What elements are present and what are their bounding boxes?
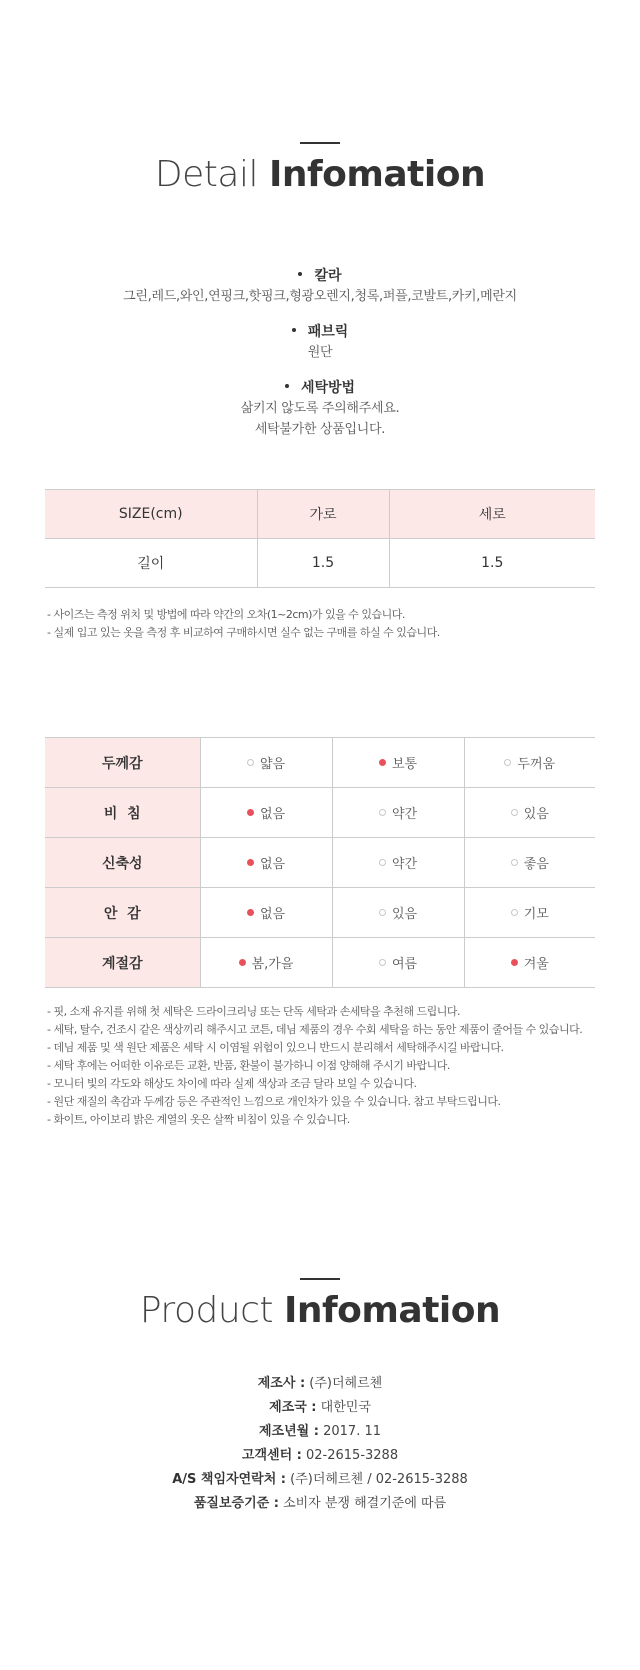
product-title [0,1290,640,1331]
list-item: 제조사 : (주)더헤르첸 [257,1376,383,1391]
unselected-dot-icon [504,759,511,766]
care-note: - 세탁, 탈수, 건조시 같은 색상끼리 해주시고 코튼, 데님 제품의 경우 수회 세탁을 하는 동안 제품이 줄어들 수 있습니다. [47,1023,583,1036]
feel-table [45,737,595,988]
stretch-label: 신축성 [45,838,200,888]
detail-title-bold: Infomation [268,154,486,195]
table-row [45,938,595,988]
bullet-icon [285,384,289,388]
size-height-value: 1.5 [389,539,595,588]
feel-option: 약간 [332,838,464,888]
unselected-dot-icon [511,909,518,916]
fabric-value: 원단 [307,345,333,360]
season-label: 계절감 [45,938,200,988]
size-notes [47,606,607,642]
table-row [45,838,595,888]
feel-option: 약간 [332,788,464,838]
color-section [0,266,640,307]
selected-dot-icon [247,859,254,866]
product-title-light: Product [139,1290,274,1331]
care-note: - 화이트, 아이보리 밝은 계열의 옷은 살짝 비침이 있을 수 있습니다. [47,1113,350,1126]
feel-option: 두꺼움 [464,738,595,788]
wash-line: 세탁불가한 상품입니다. [254,422,386,437]
unselected-dot-icon [379,809,386,816]
feel-option: 없음 [200,838,332,888]
detail-title-light: Detail [154,154,258,195]
product-title-bar [300,1278,340,1280]
feel-option: 봄,가을 [200,938,332,988]
care-note: - 데님 제품 및 색 원단 제품은 세탁 시 이염될 위험이 있으니 반드시 분리해서 세탁해주시길 바랍니다. [47,1041,504,1054]
size-width-value: 1.5 [257,539,389,588]
list-item: 제조년월 : 2017. 11 [259,1424,381,1439]
unselected-dot-icon [379,909,386,916]
selected-dot-icon [247,909,254,916]
wash-section [0,378,640,440]
list-item: A/S 책임자연락처 : (주)더헤르첸 / 02-2615-3288 [172,1472,468,1487]
table-row [45,788,595,838]
fabric-heading: 패브릭 [0,322,640,342]
selected-dot-icon [247,809,254,816]
selected-dot-icon [511,959,518,966]
color-values: 그린,레드,와인,연핑크,핫핑크,형광오렌지,청록,퍼플,코발트,카키,메란지 [123,289,517,304]
bullet-icon [292,328,296,332]
size-header: SIZE(cm) [45,490,257,539]
unselected-dot-icon [511,859,518,866]
list-item: 고객센터 : 02-2615-3288 [241,1448,399,1463]
unselected-dot-icon [247,759,254,766]
list-item: 제조국 : 대한민국 [269,1400,371,1415]
table-row [45,888,595,938]
sheerness-label: 비 침 [45,788,200,838]
care-note: - 핏, 소재 유지를 위해 첫 세탁은 드라이크리닝 또는 단독 세탁과 손세탁을 추천해 드립니다. [47,1005,460,1018]
fabric-section [0,322,640,363]
feel-option: 있음 [464,788,595,838]
feel-option: 있음 [332,888,464,938]
bullet-icon [298,272,302,276]
feel-option: 여름 [332,938,464,988]
care-notes [47,1003,607,1129]
width-header: 가로 [257,490,389,539]
care-note: - 세탁 후에는 어떠한 이유로든 교환, 반품, 환불이 불가하니 이점 양해해 주시기 바랍니다. [47,1059,450,1072]
list-item: 품질보증기준 : 소비자 분쟁 해결기준에 따름 [193,1496,447,1511]
feel-option: 좋음 [464,838,595,888]
size-row-label: 길이 [45,539,257,588]
feel-option: 보통 [332,738,464,788]
color-heading: 칼라 [0,266,640,286]
feel-option: 얇음 [200,738,332,788]
detail-title [0,154,640,195]
feel-option: 기모 [464,888,595,938]
selected-dot-icon [239,959,246,966]
detail-title-bar [300,142,340,144]
wash-line: 삶키지 않도록 주의해주세요. [240,401,400,416]
size-note: - 실제 입고 있는 옷을 측정 후 비교하여 구매하시면 실수 없는 구매를 하실 수 있습니다. [47,626,440,639]
table-row [45,738,595,788]
thickness-label: 두께감 [45,738,200,788]
selected-dot-icon [379,759,386,766]
feel-option: 겨울 [464,938,595,988]
table-row [45,539,595,588]
product-title-bold: Infomation [284,1290,501,1331]
product-info-list [0,1372,640,1516]
lining-label: 안 감 [45,888,200,938]
care-note: - 모니터 빛의 각도와 해상도 차이에 따라 실제 색상과 조금 달라 보일 수 있습니다. [47,1077,417,1090]
care-note: - 원단 재질의 촉감과 두께감 등은 주관적인 느낌으로 개인차가 있을 수 있습니다. 참고 부탁드립니다. [47,1095,501,1108]
size-table [45,489,595,588]
size-table-header-row [45,490,595,539]
unselected-dot-icon [379,959,386,966]
unselected-dot-icon [379,859,386,866]
feel-option: 없음 [200,888,332,938]
height-header: 세로 [389,490,595,539]
unselected-dot-icon [511,809,518,816]
wash-heading: 세탁방법 [0,378,640,398]
feel-option: 없음 [200,788,332,838]
size-note: - 사이즈는 측정 위치 및 방법에 따라 약간의 오차(1~2cm)가 있을 수 있습니다. [47,608,405,621]
